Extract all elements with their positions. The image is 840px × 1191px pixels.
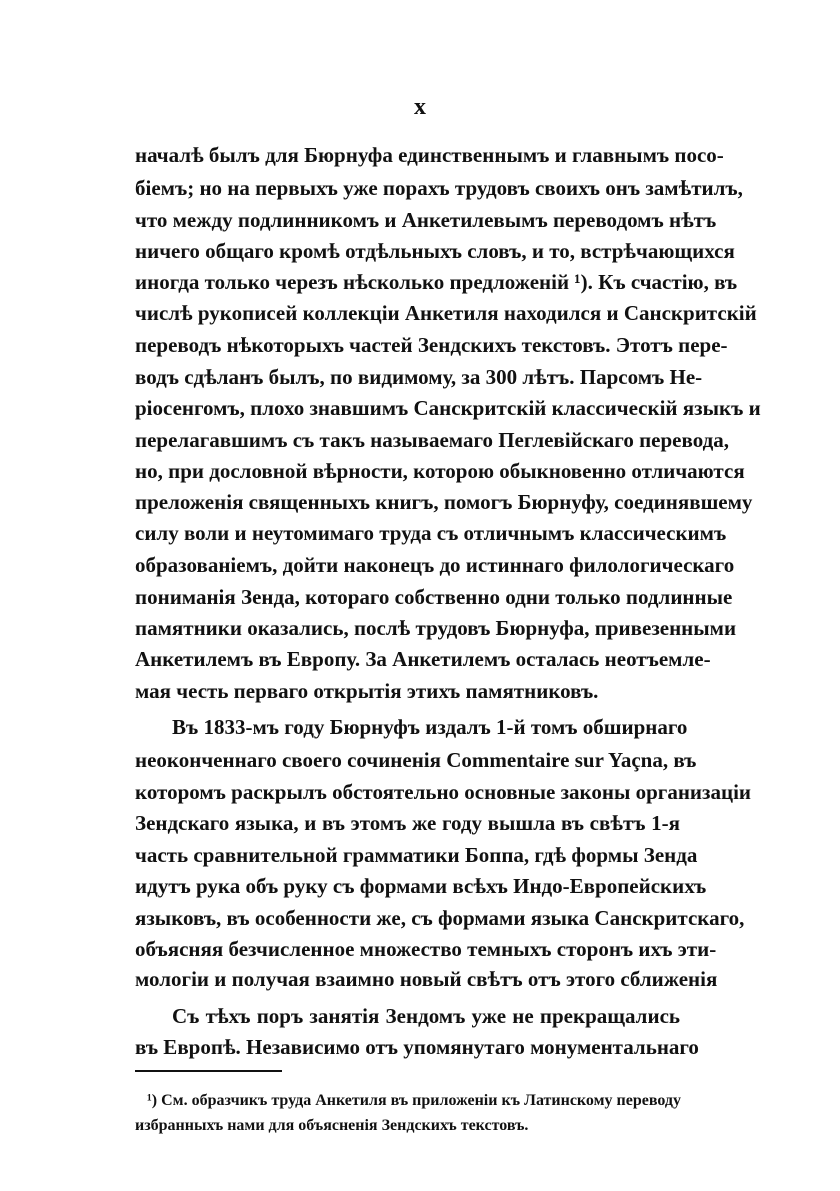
text-line: памятники оказались, послѣ трудовъ Бюрнуфа, привезенными: [135, 616, 737, 640]
text-line: перелагавшимъ съ такъ называемаго Пеглевійскаго перевода,: [135, 428, 729, 452]
text-line: мологіи и получая взаимно новый свѣтъ отъ этого сближенія: [135, 967, 718, 991]
text-line: Съ тѣхъ поръ занятія Зендомъ уже не прекращались: [172, 1004, 680, 1028]
text-line: идутъ рука объ руку съ формами всѣхъ Индо-Европейскихъ: [135, 874, 707, 898]
text-line: ріосенгомъ, плохо знавшимъ Санскритскій классическій языкъ и: [135, 396, 761, 420]
text-line: въ Европѣ. Независимо отъ упомянутаго монументальнаго: [135, 1035, 699, 1059]
text-line: мая честь перваго открытія этихъ памятниковъ.: [135, 679, 599, 703]
text-line: образованіемъ, дойти наконецъ до истиннаго филологическаго: [135, 553, 735, 577]
text-line: ничего общаго кромѣ отдѣльныхъ словъ, и то, встрѣчающихся: [135, 239, 735, 263]
text-line: Въ 1833-мъ году Бюрнуфъ издалъ 1-й томъ обширнаго: [172, 715, 688, 739]
text-line: переводъ нѣкоторыхъ частей Зендскихъ текстовъ. Этотъ пере-: [135, 333, 728, 357]
text-line: силу воли и неутомимаго труда съ отличнымъ классическимъ: [135, 521, 727, 545]
text-line: Зендскаго языка, и въ этомъ же году вышла въ свѣтъ 1-я: [135, 811, 680, 835]
page-number: x: [414, 94, 426, 120]
footnote-rule: [135, 1070, 282, 1072]
text-line: иногда только черезъ нѣсколько предложеній ¹). Къ счастію, въ: [135, 270, 738, 294]
footnote-line: избранныхъ нами для объясненія Зендскихъ текстовъ.: [135, 1117, 529, 1134]
text-line: біемъ; но на первыхъ уже порахъ трудовъ своихъ онъ замѣтилъ,: [135, 176, 743, 200]
text-line: неоконченнаго своего сочиненія Commentaire sur Yaçna, въ: [135, 748, 697, 772]
text-line: числѣ рукописей коллекціи Анкетиля находился и Санскритскій: [135, 301, 757, 325]
text-line: что между подлинникомъ и Анкетилевымъ переводомъ нѣтъ: [135, 208, 717, 232]
text-line: началѣ былъ для Бюрнуфа единственнымъ и главнымъ посо-: [135, 143, 724, 167]
text-line: объясняя безчисленное множество темныхъ сторонъ ихъ эти-: [135, 937, 717, 961]
footnote-line: ¹) См. образчикъ труда Анкетиля въ приложеніи къ Латинскому переводу: [147, 1092, 682, 1109]
text-line: пониманія Зенда, котораго собственно одни только подлинные: [135, 585, 733, 609]
text-line: Анкетилемъ въ Европу. За Анкетилемъ осталась неотъемле-: [135, 647, 711, 671]
text-line: преложенія священныхъ книгъ, помогъ Бюрнуфу, соединявшему: [135, 490, 753, 514]
text-line: но, при дословной вѣрности, которою обыкновенно отличаются: [135, 459, 745, 483]
text-line: языковъ, въ особенности же, съ формами языка Санскритскаго,: [135, 906, 745, 930]
text-line: водъ сдѣланъ былъ, по видимому, за 300 лѣтъ. Парсомъ Не-: [135, 365, 703, 389]
text-line: которомъ раскрылъ обстоятельно основные законы организаціи: [135, 780, 752, 804]
text-line: часть сравнительной грамматики Боппа, гдѣ формы Зенда: [135, 843, 698, 867]
